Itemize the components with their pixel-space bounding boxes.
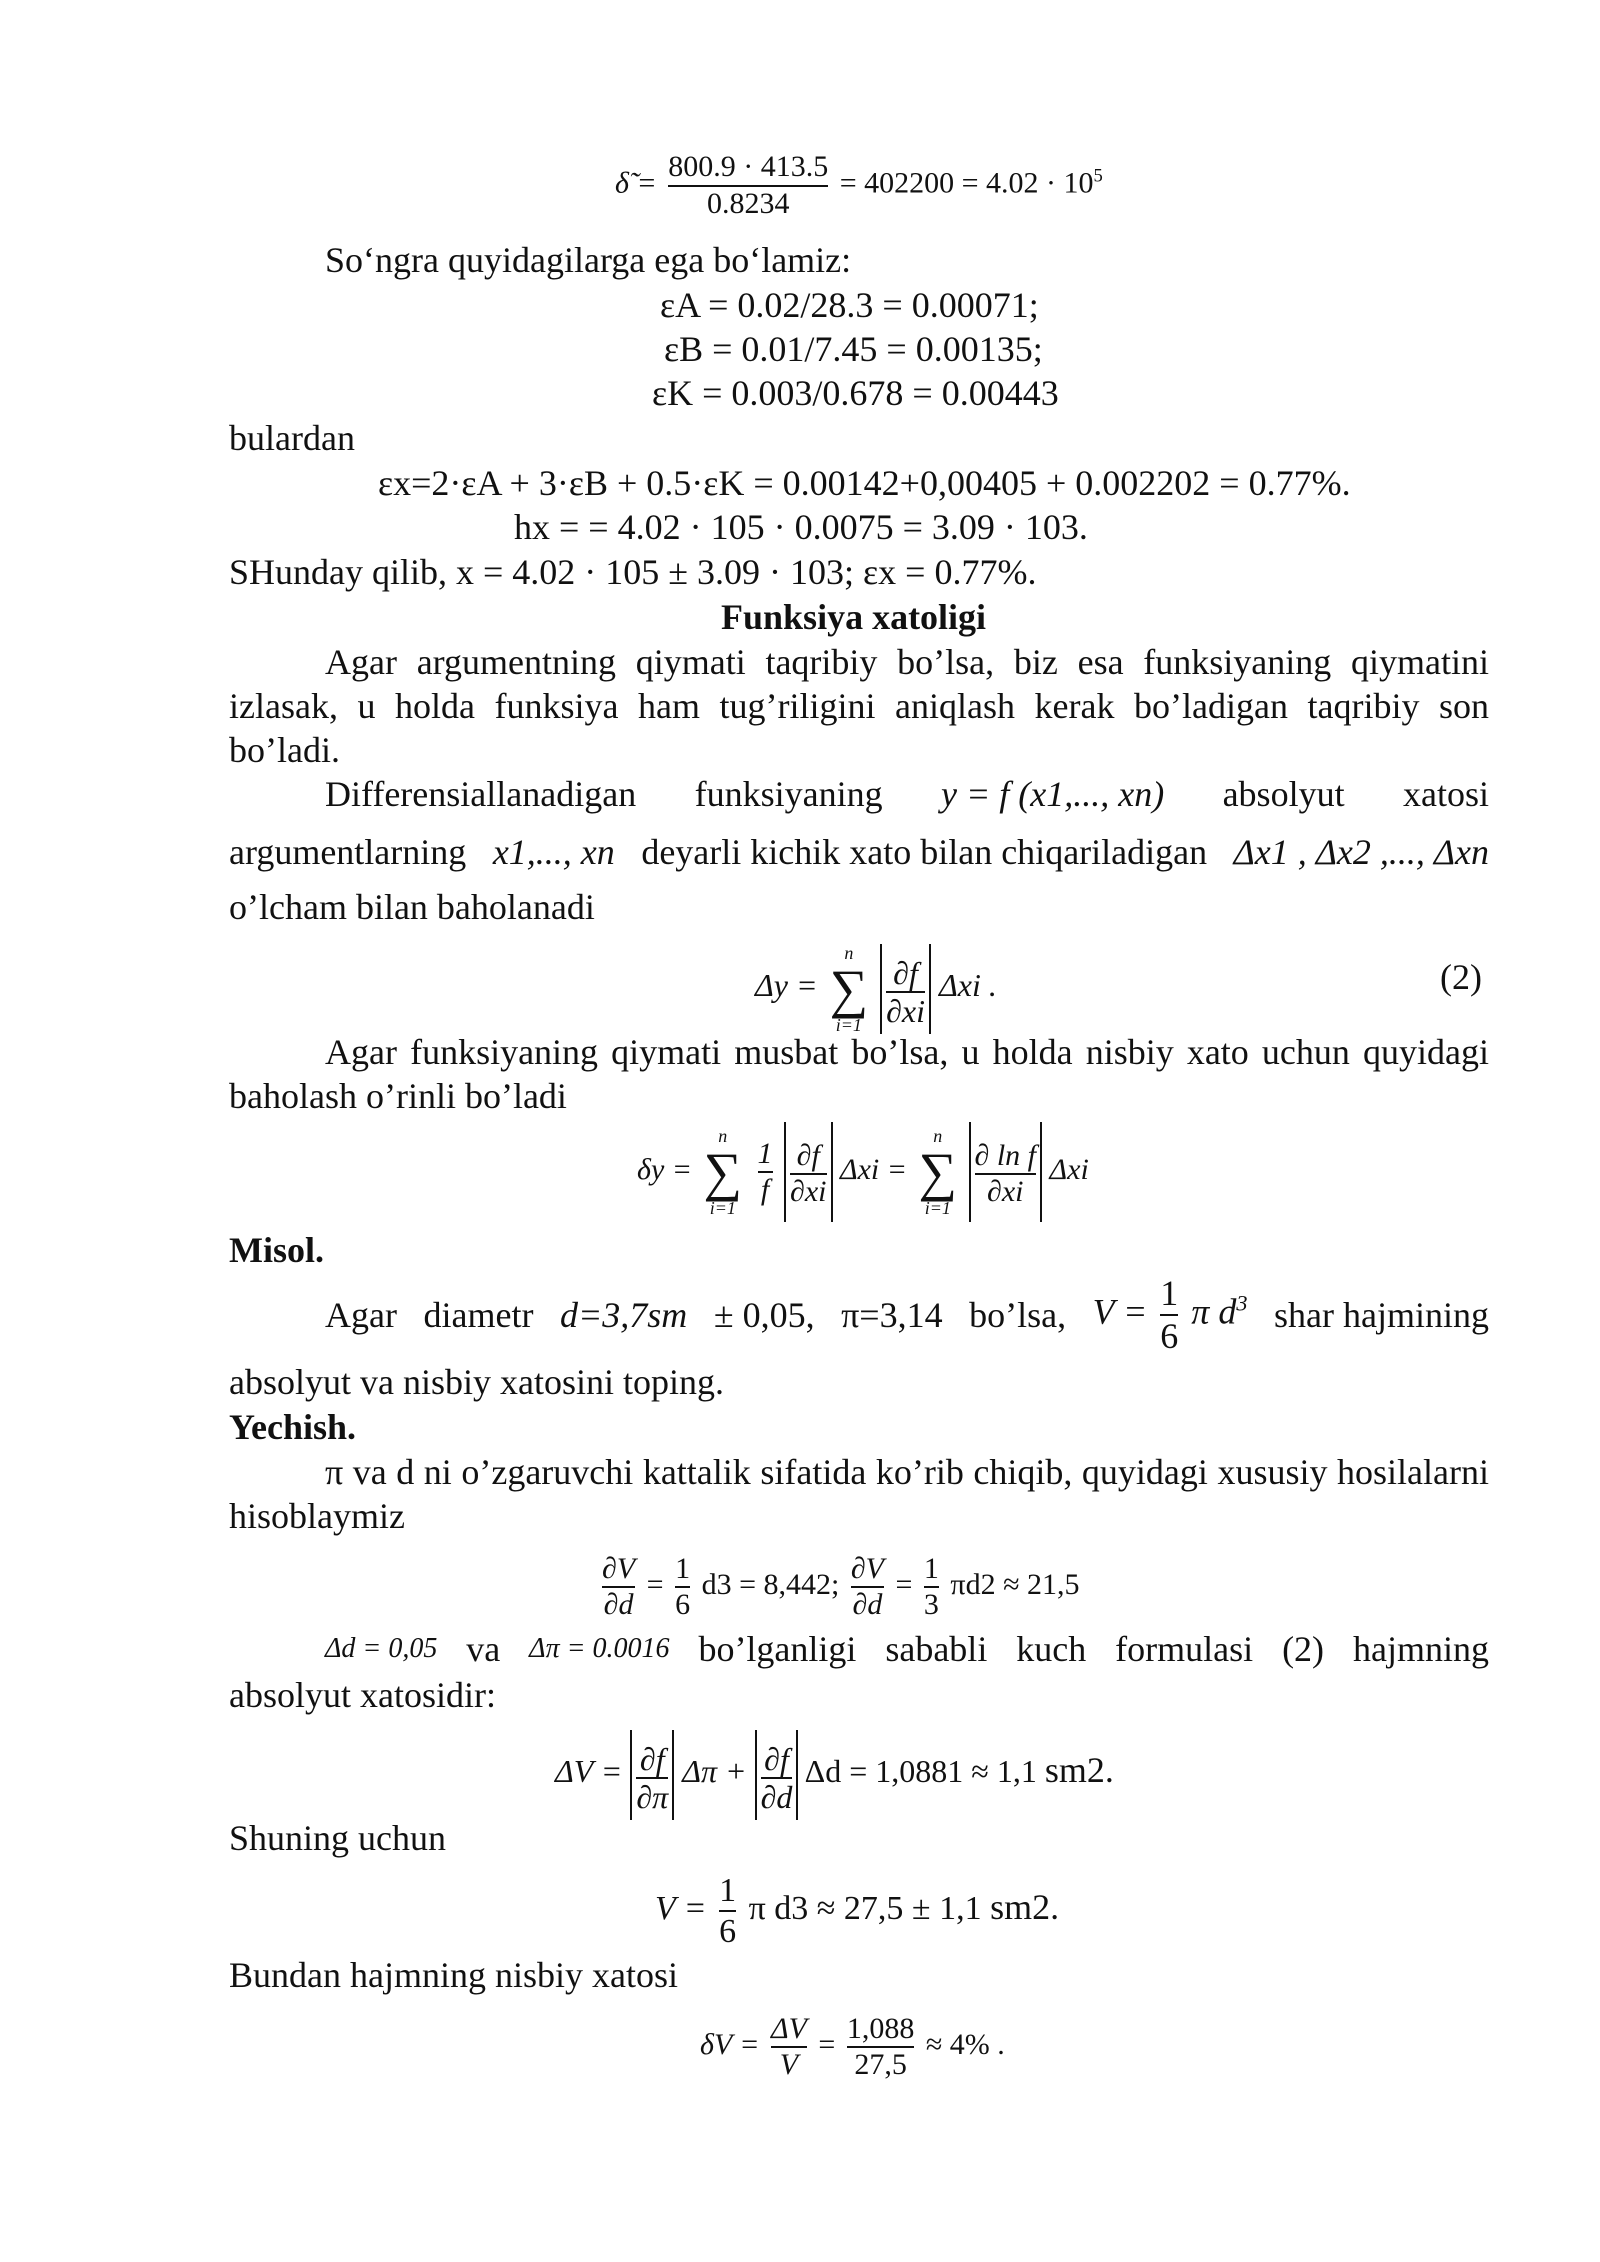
equation-relative bbox=[637, 1120, 1089, 1220]
sum-symbol-1 bbox=[704, 1127, 743, 1217]
diff-word-4: xatosi bbox=[1402, 774, 1489, 814]
partial-1-den: ∂d bbox=[603, 1588, 634, 1622]
agar-line bbox=[325, 1265, 1489, 1365]
agar-word-1: Agar bbox=[325, 1295, 397, 1335]
relative-error-formula bbox=[700, 2000, 1005, 2090]
partial-1-coef-num: 1 bbox=[675, 1551, 691, 1585]
delta-word-6: hajmning bbox=[1352, 1629, 1489, 1669]
eq3-num: ∂f bbox=[796, 1138, 820, 1172]
rel-frac-2 bbox=[847, 2012, 915, 2083]
shuning-text: Shuning uchun bbox=[229, 1818, 447, 1858]
diff-word-3: absolyut bbox=[1222, 774, 1345, 814]
sum2-lower: i=1 bbox=[924, 1198, 951, 1219]
absolyut-xatosi-text: absolyut xatosidir: bbox=[229, 1675, 496, 1715]
agar-word-6: bo’lsa, bbox=[969, 1295, 1067, 1335]
partial-1-coef bbox=[675, 1552, 690, 1623]
delta-word-5: (2) bbox=[1282, 1629, 1325, 1669]
bundan-text: Bundan hajmning nisbiy xatosi bbox=[229, 1955, 678, 1995]
eps-a-line: εA = 0.02/28.3 = 0.00071; bbox=[660, 285, 1039, 325]
sigma-glyph-2: ∑ bbox=[918, 1142, 958, 1203]
partial-2-coef-num: 1 bbox=[923, 1551, 939, 1585]
yechish-heading: Yechish. bbox=[229, 1407, 357, 1447]
eqv-abs-2 bbox=[755, 1730, 799, 1820]
paragraph-3: π va d ni o’zgaruvchi kattalik sifatida ko’rib chiqib, quyidagi xususiy hosilalarni hisoblaymiz bbox=[229, 1452, 1489, 1536]
partial-1 bbox=[602, 1552, 635, 1623]
agar-v-exp: 3 bbox=[1236, 1290, 1248, 1316]
delta-pi: Δπ = 0.0016 bbox=[529, 1633, 670, 1664]
partial-2 bbox=[851, 1552, 884, 1623]
eqv-num-1: ∂f bbox=[639, 1740, 665, 1777]
agar-volume-formula bbox=[1093, 1273, 1248, 1358]
hx-line: hx = = 4.02 · 105 · 0.0075 = 3.09 · 103. bbox=[514, 507, 1088, 547]
agar-word-2: diametr bbox=[423, 1295, 534, 1335]
sum1-lower: i=1 bbox=[709, 1198, 736, 1219]
partial-1-coef-den: 6 bbox=[675, 1588, 691, 1622]
vol-frac-num: 1 bbox=[719, 1872, 737, 1910]
eqv-den-1: ∂π bbox=[636, 1779, 669, 1816]
arg-vars: x1,..., xn bbox=[492, 832, 615, 872]
diff-line bbox=[325, 770, 1489, 818]
partial-2-num: ∂V bbox=[850, 1551, 884, 1585]
absolyut-text: absolyut va nisbiy xatosini toping. bbox=[229, 1362, 724, 1402]
eqv-tail: Δd = 1,0881 ≈ 1,1 bbox=[804, 1753, 1037, 1789]
eq2-lhs: Δy = bbox=[755, 967, 818, 1003]
sum1-upper: n bbox=[718, 1126, 728, 1147]
eqv-mid: Δπ + bbox=[682, 1753, 747, 1789]
rel-lhs: δV = bbox=[700, 2028, 760, 2061]
bulardan-text: bulardan bbox=[229, 418, 355, 458]
shunday-line: SHunday qilib, x = 4.02 · 105 ± 3.09 · 103; εx = 0.77%. bbox=[229, 552, 1037, 592]
eq2-den: ∂xi bbox=[886, 993, 925, 1030]
vol-unit: sm2. bbox=[990, 1887, 1060, 1927]
delta-word-2: sababli bbox=[885, 1629, 988, 1669]
eq3-den2: ∂xi bbox=[975, 1173, 1037, 1210]
sigma-glyph-1: ∑ bbox=[703, 1142, 743, 1203]
partial-2-coef bbox=[924, 1552, 939, 1623]
eps-x-line: εx=2·εA + 3·εB + 0.5·εK = 0.00142+0,00405 + 0.002202 = 0.77%. bbox=[378, 463, 1351, 503]
eps-b-line: εB = 0.01/7.45 = 0.00135; bbox=[664, 329, 1043, 369]
partial-2-coef-den: 3 bbox=[923, 1588, 939, 1622]
arg-deltas: Δx1 , Δx2 ,..., Δxn bbox=[1233, 832, 1489, 872]
rel-tail: ≈ 4% . bbox=[925, 2028, 1005, 2061]
top-formula-lhs: δ̃ = bbox=[615, 166, 657, 200]
songra-text: So‘ngra quyidagilarga ega bo‘lamiz: bbox=[325, 240, 852, 280]
paragraph-2: Agar funksiyaning qiymati musbat bo’lsa, u holda nisbiy xato uchun quyidagi baholash o’rinli bo’ladi bbox=[229, 1032, 1489, 1116]
eq3-den: ∂xi bbox=[790, 1175, 827, 1209]
olcham-text: o’lcham bilan baholanadi bbox=[229, 887, 595, 927]
eq3-abs-1 bbox=[784, 1122, 832, 1222]
vol-frac-den: 6 bbox=[719, 1910, 736, 1951]
eq3-mid: Δxi = bbox=[840, 1153, 908, 1186]
rel-eq: = bbox=[818, 2028, 836, 2061]
rel-den-1: V bbox=[771, 2046, 807, 2083]
delta-line bbox=[325, 1625, 1489, 1673]
paragraph-1: Agar argumentning qiymati taqribiy bo’lsa, biz esa funksiyaning qiymatini izlasak, u holda funksiya ham tug’riligini aniqlash kerak bo’ladigan taqribiy son bo’ladi. bbox=[229, 642, 1489, 770]
partial-1-num: ∂V bbox=[602, 1551, 636, 1585]
diff-formula: y = f (x1,..., xn) bbox=[940, 774, 1165, 814]
eq3-one: 1 bbox=[757, 1136, 773, 1170]
eqv-lhs: ΔV = bbox=[555, 1753, 623, 1789]
section-heading: Funksiya xatoligi bbox=[721, 597, 987, 637]
agar-diameter: d=3,7sm bbox=[559, 1295, 688, 1335]
sum-symbol bbox=[830, 944, 869, 1034]
eq2-abs bbox=[880, 944, 931, 1034]
rel-frac-1 bbox=[771, 2012, 807, 2083]
arg-word-2: deyarli kichik xato bilan chiqariladigan bbox=[641, 832, 1208, 872]
eq2-tail: Δxi . bbox=[938, 967, 997, 1003]
sum-upper: n bbox=[844, 942, 854, 963]
sum-lower: i=1 bbox=[835, 1014, 862, 1035]
delta-word-4: formulasi bbox=[1115, 1629, 1254, 1669]
top-numerator: 800.9 · 413.5 bbox=[668, 150, 829, 183]
eqv-abs-1 bbox=[630, 1730, 674, 1820]
delta-va: va bbox=[466, 1629, 501, 1669]
agar-tolerance: ± 0,05, bbox=[713, 1295, 815, 1335]
eps-k-line: εK = 0.003/0.678 = 0.00443 bbox=[652, 373, 1059, 413]
eq2-num: ∂f bbox=[893, 954, 918, 991]
vol-frac bbox=[719, 1871, 736, 1951]
eq3-lhs: δy = bbox=[637, 1153, 693, 1186]
partial-2-result: πd2 ≈ 21,5 bbox=[950, 1568, 1080, 1601]
eqv-unit: sm2. bbox=[1044, 1750, 1114, 1790]
rel-num-1: ΔV bbox=[770, 2011, 807, 2045]
arg-line bbox=[229, 828, 1489, 876]
top-denominator: 0.8234 bbox=[668, 185, 828, 222]
top-formula-exp: 5 bbox=[1093, 165, 1103, 187]
misol-heading: Misol. bbox=[229, 1230, 324, 1270]
eq3-num2: ∂ ln f bbox=[974, 1138, 1037, 1172]
agar-v-lhs: V = bbox=[1092, 1291, 1148, 1332]
rel-num-2: 1,088 bbox=[846, 2011, 915, 2045]
eqv-num-2: ∂f bbox=[764, 1740, 789, 1777]
agar-frac-den: 6 bbox=[1160, 1316, 1179, 1356]
partials-formula: $\frac{\partial V}{\partial d}$ = $\frac{1}{6}$ d3 = 8,442; $\frac{\partial V}{\partial d}$ = $\frac{1}{3}$ πd2 ≈ 21,5 bbox=[602, 1551, 1080, 1622]
vol-tail: π d3 ≈ 27,5 ± 1,1 bbox=[748, 1890, 982, 1927]
agar-frac-num: 1 bbox=[1160, 1272, 1179, 1313]
rel-den-2: 27,5 bbox=[847, 2046, 915, 2083]
vol-lhs: V = bbox=[655, 1890, 707, 1927]
eq3-tail: Δxi bbox=[1049, 1153, 1089, 1186]
top-fraction bbox=[668, 150, 828, 221]
delta-d: Δd = 0,05 bbox=[325, 1633, 438, 1664]
eqv-den-2: ∂d bbox=[760, 1779, 793, 1816]
volume-formula bbox=[655, 1862, 1059, 1952]
arg-word-1: argumentlarning bbox=[229, 832, 467, 872]
diff-word-1: Differensiallanadigan bbox=[325, 774, 637, 814]
delta-word-3: kuch bbox=[1016, 1629, 1087, 1669]
diff-word-2: funksiyaning bbox=[694, 774, 883, 814]
partial-2-den: ∂d bbox=[852, 1588, 883, 1622]
top-formula bbox=[615, 150, 1103, 221]
agar-v-tail: π d bbox=[1191, 1291, 1237, 1332]
agar-word-7: shar hajmining bbox=[1274, 1295, 1489, 1335]
eq3-one-over-f bbox=[758, 1137, 773, 1208]
sigma-glyph: ∑ bbox=[829, 958, 869, 1019]
sum-symbol-2 bbox=[919, 1127, 958, 1217]
partial-1-result: d3 = 8,442; bbox=[701, 1568, 840, 1601]
sum2-upper: n bbox=[933, 1126, 943, 1147]
eq3-f: f bbox=[758, 1171, 773, 1208]
delta-word-1: bo’lganligi bbox=[698, 1629, 857, 1669]
agar-pi: π=3,14 bbox=[841, 1295, 943, 1335]
top-formula-rhs: = 402200 = 4.02 · 10 bbox=[839, 166, 1094, 200]
eq3-abs-2 bbox=[969, 1122, 1043, 1222]
equation-2 bbox=[755, 940, 997, 1035]
delta-v-formula bbox=[555, 1725, 1114, 1815]
equation-label: (2) bbox=[1440, 957, 1482, 997]
